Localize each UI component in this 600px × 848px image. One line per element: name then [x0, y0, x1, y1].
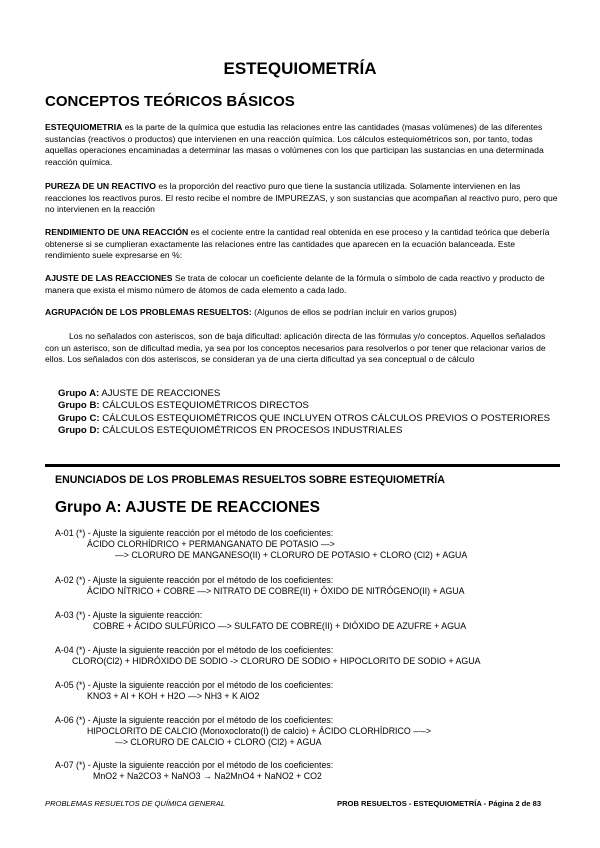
reaction-line: MnO2 + Na2CO3 + NaNO3 → Na2MnO4 + NaNO2 + CO2: [93, 771, 322, 782]
concept-rendimiento: [45, 227, 560, 262]
concept-term: PUREZA DE UN REACTIVO: [45, 181, 156, 191]
section-heading-concepts: CONCEPTOS TEÓRICOS BÁSICOS: [45, 93, 295, 110]
concept-ajuste: [45, 273, 560, 296]
concept-text: es el cociente entre la cantidad real obtenida en ese proceso y la cantidad teórica que debería obtenerse si se cumplieran exactamente las relaciones entre las cantidades que aparecen en la ecuación balanceada. Este rendimiento suele expresarse en %:: [45, 227, 550, 261]
grouping-line: [45, 307, 560, 319]
concept-estequiometria: [45, 122, 560, 168]
page-title: ESTEQUIOMETRÍA: [223, 59, 377, 78]
reaction-line: KNO3 + Al + KOH + H2O —> NH3 + K AlO2: [87, 691, 260, 702]
reaction-line: -–> CLORURO DE CALCIO + CLORO (Cl2) + AGUA: [115, 737, 322, 748]
group-c-item: Grupo C: CÁLCULOS ESTEQUIOMÉTRICOS QUE INCLUYEN OTROS CÁLCULOS PREVIOS O POSTERIORES: [58, 412, 551, 424]
problem-a05: [55, 680, 333, 702]
grouping-text: (Algunos de ellos se podrían incluir en varios grupos): [254, 307, 457, 317]
concept-text: es la proporción del reactivo puro que tiene la sustancia utilizada. Solamente intervienen en las reacciones los reactivos puros. El resto recibe el nombre de IMPUREZAS, y son sustancias que acompañan al reactivo puro, pero que no intervienen en la reacción: [45, 181, 558, 215]
concept-text: es la parte de la química que estudia las relaciones entre las cantidades (masas volúmenes) de las diferentes sustancias (reactivos o productos) que intervienen en una reacción química. Los cálculos estequiométricos son, por tanto, todas aquellas operaciones encaminadas a determinar las masas o volúmenes con los que participan las sustancias en una determinada reacción química.: [45, 122, 544, 167]
section-heading-problems: ENUNCIADOS DE LOS PROBLEMAS RESUELTOS SOBRE ESTEQUIOMETRÍA: [55, 474, 445, 486]
group-a-heading: Grupo A: AJUSTE DE REACCIONES: [55, 499, 320, 516]
concept-term: ESTEQUIOMETRIA: [45, 122, 123, 132]
reaction-line: CLORO(Cl2) + HIDRÓXIDO DE SODIO -> CLORURO DE SODIO + HIPOCLORITO DE SODIO + AGUA: [72, 656, 481, 667]
concept-pureza: [45, 181, 560, 216]
group-b-item: Grupo B: CÁLCULOS ESTEQUIOMÉTRICOS DIRECTOS: [58, 400, 309, 412]
reaction-line: ÁCIDO NÍTRICO + COBRE —> NITRATO DE COBRE(II) + ÓXIDO DE NITRÓGENO(II) + AGUA: [87, 586, 465, 597]
group-list: [58, 388, 558, 438]
group-a-item: Grupo A: AJUSTE DE REACCIONES: [58, 388, 221, 399]
problem-a03: [55, 610, 466, 632]
section-divider: [45, 464, 560, 467]
reaction-line: COBRE + ÁCIDO SULFÚRICO —> SULFATO DE COBRE(II) + DIÓXIDO DE AZUFRE + AGUA: [93, 621, 467, 632]
problem-statement: A-03 (*) - Ajuste la siguiente reacción:: [55, 610, 203, 620]
concept-text: Se trata de colocar un coeficiente delante de la fórmula o símbolo de cada reactivo y producto de manera que exista el mismo número de átomos de cada elemento a cada lado.: [45, 273, 545, 295]
footer-left: PROBLEMAS RESUELTOS DE QUÍMICA GENERAL: [45, 799, 226, 808]
group-d-item: Grupo D: CÁLCULOS ESTEQUIOMÉTRICOS EN PROCESOS INDUSTRIALES: [58, 425, 403, 437]
problem-a01: [55, 528, 467, 562]
problem-statement: A-02 (*) - Ajuste la siguiente reacción por el método de los coeficientes:: [55, 575, 334, 585]
reaction-line: —> CLORURO DE MANGANESO(II) + CLORURO DE POTASIO + CLORO (Cl2) + AGUA: [115, 550, 468, 561]
difficulty-paragraph: Los no señalados con asteriscos, son de baja dificultad: aplicación directa de las fórmulas y/o conceptos. Aquellos señalados con un asterisco, son de dificultad media, ya sea por los conceptos necesarios para resolverlos o por tener que relacionar varios de ellos. Los señalados con dos asteriscos, se consideran ya de una cierta dificultad ya sea conceptual o de cálculo: [45, 331, 546, 365]
problem-a06: [55, 715, 431, 749]
problem-a02: [55, 575, 465, 597]
reaction-line: ÁCIDO CLORHÍDRICO + PERMANGANATO DE POTASIO —>: [87, 539, 335, 550]
problem-statement: A-07 (*) - Ajuste la siguiente reacción por el método de los coeficientes:: [55, 760, 334, 770]
grouping-term: AGRUPACIÓN DE LOS PROBLEMAS RESUELTOS:: [45, 307, 252, 317]
problem-a04: [55, 645, 480, 667]
problem-statement: A-06 (*) - Ajuste la siguiente reacción por el método de los coeficientes:: [55, 715, 334, 725]
problem-a07: [55, 760, 333, 782]
concept-term: RENDIMIENTO DE UNA REACCIÓN: [45, 227, 189, 237]
problem-statement: A-05 (*) - Ajuste la siguiente reacción por el método de los coeficientes:: [55, 680, 334, 690]
problem-statement: A-04 (*) - Ajuste la siguiente reacción por el método de los coeficientes:: [55, 645, 334, 655]
footer-page-number: PROB RESUELTOS - ESTEQUIOMETRÍA - Página 2 de 83: [337, 799, 542, 808]
problem-statement: A-01 (*) - Ajuste la siguiente reacción por el método de los coeficientes:: [55, 528, 334, 538]
concept-term: AJUSTE DE LAS REACCIONES: [45, 273, 173, 283]
reaction-line: HIPOCLORITO DE CALCIO (Monoxoclorato(I) de calcio) + ÁCIDO CLORHÍDRICO –-–>: [87, 726, 431, 737]
